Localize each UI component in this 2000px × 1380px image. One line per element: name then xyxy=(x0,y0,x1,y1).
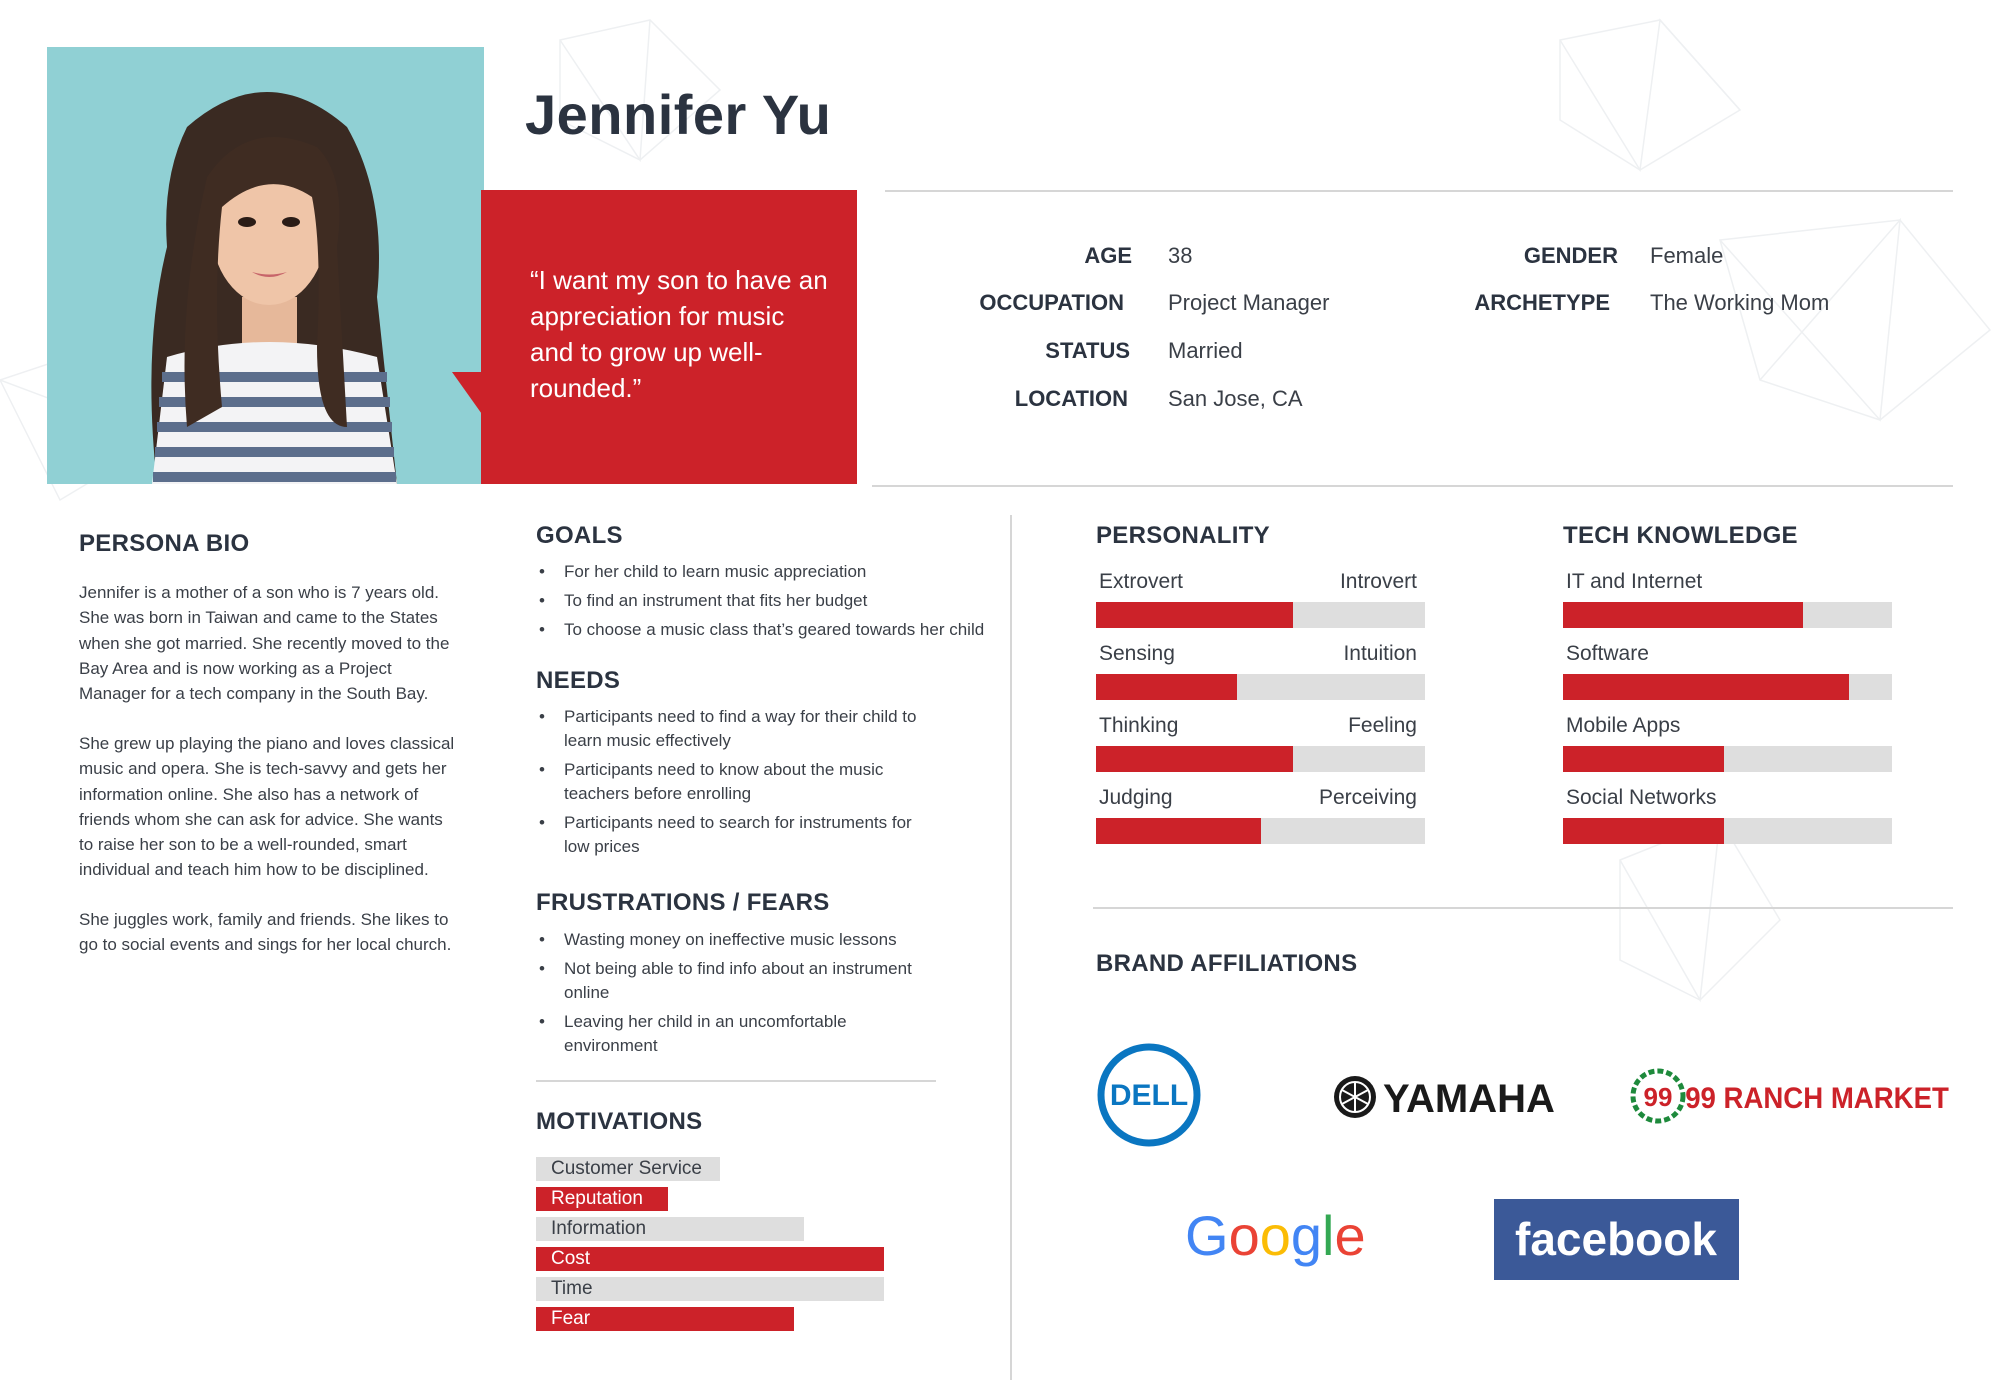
need-item: • Participants need to search for instruments for low prices xyxy=(536,811,936,859)
column-divider xyxy=(1010,515,1012,1380)
divider-top xyxy=(885,190,1953,192)
personality-fill xyxy=(1096,674,1237,700)
google-letter: l xyxy=(1322,1204,1335,1267)
frustration-item: • Leaving her child in an uncomfortable environment xyxy=(536,1010,936,1058)
personality-fill xyxy=(1096,746,1293,772)
goals-title: GOALS xyxy=(536,522,623,549)
personality-right-label: Intuition xyxy=(1343,642,1417,665)
brands-title: BRAND AFFILIATIONS xyxy=(1096,950,1358,977)
goals-list xyxy=(536,560,1016,647)
tech-track xyxy=(1563,746,1892,772)
tech-title: TECH KNOWLEDGE xyxy=(1563,522,1798,549)
personality-left-label: Judging xyxy=(1099,786,1173,809)
motivation-time: Time xyxy=(536,1277,884,1301)
location-value: San Jose, CA xyxy=(1168,386,1303,411)
frustrations-list xyxy=(536,928,936,1063)
status-value: Married xyxy=(1168,338,1243,363)
tech-label: IT and Internet xyxy=(1566,570,1703,593)
motivation-fear: Fear xyxy=(536,1307,794,1331)
goal-item: • To choose a music class that’s geared towards her child xyxy=(536,618,1016,642)
age-label: AGE xyxy=(1084,243,1132,268)
personality-left-label: Extrovert xyxy=(1099,570,1184,593)
need-item: • Participants need to find a way for their child to learn music effectively xyxy=(536,705,936,753)
gender-label: GENDER xyxy=(1523,243,1618,268)
yamaha-wordmark: YAMAHA xyxy=(1383,1077,1555,1121)
persona-quote: “I want my son to have an appreciation for music and to grow up well-rounded.” xyxy=(530,265,828,403)
motivation-information: Information xyxy=(536,1217,804,1241)
divider-brands xyxy=(1093,907,1953,909)
google-letter: g xyxy=(1290,1204,1323,1267)
bio-paragraph-3: She juggles work, family and friends. She likes to go to social events and sings for her local church. xyxy=(79,910,452,955)
frustration-item: • Wasting money on ineffective music lessons xyxy=(536,928,936,952)
tech-track xyxy=(1563,674,1892,700)
google-letter: G xyxy=(1185,1204,1229,1267)
motivation-cost: Cost xyxy=(536,1247,884,1271)
goal-item: • To find an instrument that fits her budget xyxy=(536,589,1016,613)
facebook-logo xyxy=(1494,1199,1739,1280)
dell-logo xyxy=(1096,1042,1202,1148)
tech-track xyxy=(1563,818,1892,844)
ranch-wordmark: 99 RANCH MARKET xyxy=(1685,1081,1949,1116)
bio-paragraph-1: Jennifer is a mother of a son who is 7 years old. She was born in Taiwan and came to the States when she got married. She recently moved to the Bay Area and is now working as a Project Manager for a tech company in the South Bay. xyxy=(79,583,450,704)
personality-track xyxy=(1096,746,1425,772)
frustrations-title: FRUSTRATIONS / FEARS xyxy=(536,889,830,916)
personality-title: PERSONALITY xyxy=(1096,522,1270,549)
tech-label: Mobile Apps xyxy=(1566,714,1681,737)
bio-paragraph-2: She grew up playing the piano and loves classical music and opera. She is tech-savvy and gets her information online. She also has a network of friends whom she can ask for advice. She wants to raise her son to be a well-rounded, smart individual and teach him how to be disciplined. xyxy=(79,734,455,880)
goal-item: • For her child to learn music appreciation xyxy=(536,560,1016,584)
persona-photo xyxy=(47,47,484,484)
location-label: LOCATION xyxy=(1014,386,1128,411)
yamaha-logo xyxy=(1333,1072,1555,1122)
personality-right-label: Introvert xyxy=(1339,570,1417,593)
tech-fill xyxy=(1563,602,1803,628)
motivation-reputation: Reputation xyxy=(536,1187,668,1211)
needs-list xyxy=(536,705,936,864)
google-letter: o xyxy=(1259,1204,1291,1267)
motivation-customer-service: Customer Service xyxy=(536,1157,720,1181)
motivations-title: MOTIVATIONS xyxy=(536,1108,703,1135)
archetype-label: ARCHETYPE xyxy=(1474,290,1610,315)
personality-fill xyxy=(1096,818,1261,844)
frustration-item: • Not being able to find info about an instrument online xyxy=(536,957,936,1005)
tech-fill xyxy=(1563,674,1849,700)
personality-left-label: Sensing xyxy=(1099,642,1175,665)
ranch-market-logo xyxy=(1630,1068,1949,1124)
google-letter: o xyxy=(1228,1204,1260,1267)
personality-fill xyxy=(1096,602,1293,628)
need-item: • Participants need to know about the music teachers before enrolling xyxy=(536,758,936,806)
dell-wordmark: DELL xyxy=(1109,1079,1189,1112)
facebook-wordmark: facebook xyxy=(1515,1213,1717,1265)
tech-label: Software xyxy=(1566,642,1649,665)
bio-title: PERSONA BIO xyxy=(79,530,250,557)
gender-value: Female xyxy=(1650,243,1724,268)
age-value: 38 xyxy=(1168,243,1193,268)
divider-motivations xyxy=(536,1080,936,1082)
tech-track xyxy=(1563,602,1892,628)
occupation-value: Project Manager xyxy=(1168,290,1330,315)
ranch-badge: 99 xyxy=(1643,1082,1673,1112)
tech-fill xyxy=(1563,746,1724,772)
google-logo xyxy=(1185,1204,1366,1271)
quote-pointer xyxy=(452,372,484,417)
persona-name: Jennifer Yu xyxy=(525,83,832,146)
svg-text:Google xyxy=(1185,1204,1366,1267)
google-letter: e xyxy=(1334,1204,1366,1267)
personality-left-label: Thinking xyxy=(1099,714,1179,737)
archetype-value: The Working Mom xyxy=(1650,290,1830,315)
tech-fill xyxy=(1563,818,1724,844)
personality-right-label: Perceiving xyxy=(1318,786,1417,809)
needs-title: NEEDS xyxy=(536,667,621,694)
personality-track xyxy=(1096,818,1425,844)
status-label: STATUS xyxy=(1045,338,1130,363)
personality-track xyxy=(1096,674,1425,700)
tech-label: Social Networks xyxy=(1566,786,1717,809)
personality-right-label: Feeling xyxy=(1348,714,1417,737)
occupation-label: OCCUPATION xyxy=(979,290,1124,315)
personality-track xyxy=(1096,602,1425,628)
divider-info-bottom xyxy=(872,485,1953,487)
